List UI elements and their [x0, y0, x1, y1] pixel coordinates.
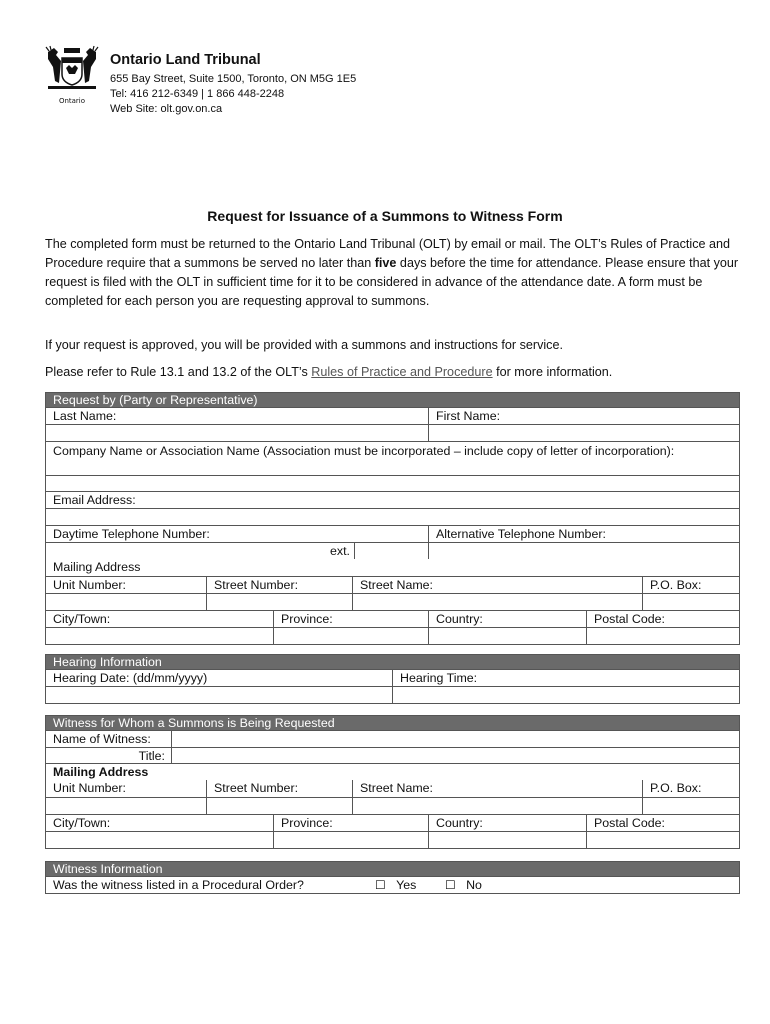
witness-heading: Witness for Whom a Summons is Being Requested [46, 716, 739, 730]
witness-city-label: City/Town: [53, 816, 111, 830]
hearing-input-row [46, 686, 739, 703]
phone-label-row [46, 525, 739, 542]
no-label: No [466, 878, 482, 892]
witness-title-label: Title: [138, 749, 165, 763]
city-label: City/Town: [53, 612, 111, 626]
city-input-row [46, 627, 739, 644]
form-title: Request for Issuance of a Summons to Witness Form [207, 208, 563, 224]
witness-po-box-label: P.O. Box: [642, 780, 739, 797]
address-input-row [46, 593, 739, 610]
hearing-label-row [46, 669, 739, 686]
approval-paragraph: If your request is approved, you will be provided with a summons and instructions for service. [45, 338, 563, 352]
company-field[interactable] [46, 475, 739, 491]
ext-label: ext. [330, 544, 350, 558]
no-checkbox[interactable]: ☐ [445, 878, 456, 892]
email-label-row [46, 491, 739, 508]
street-name-label: Street Name: [352, 577, 642, 593]
po-box-field[interactable] [642, 594, 739, 610]
unit-number-field[interactable] [46, 594, 206, 610]
alt-phone-field[interactable] [428, 543, 739, 559]
procedural-order-question: Was the witness listed in a Procedural Order? [53, 878, 304, 892]
last-name-label: Last Name: [53, 409, 117, 423]
unit-number-label: Unit Number: [53, 578, 126, 592]
request-by-heading: Request by (Party or Representative) [46, 393, 739, 407]
yes-option[interactable] [368, 877, 430, 893]
witness-street-number-field[interactable] [206, 798, 352, 814]
witness-info-section [45, 861, 740, 894]
witness-street-number-label: Street Number: [206, 780, 352, 797]
hearing-time-field[interactable] [392, 687, 739, 703]
svg-text:Ontario: Ontario [58, 97, 86, 105]
witness-info-heading: Witness Information [46, 862, 739, 876]
mailing-address-row [46, 559, 739, 576]
witness-unit-label: Unit Number: [53, 781, 126, 795]
intro-paragraph: The completed form must be returned to the Ontario Land Tribunal (OLT) by email or mail. The OLT’s Rules of Practice and Procedure require that a summons be served no later than five days before the time for attendance. Please ensure that your request is filed with the OLT in sufficient time for it to be considered in advance of the attendance date. A form must be completed for each person you are requesting approval to summons. [45, 237, 739, 308]
witness-postal-field[interactable] [586, 832, 739, 848]
request-by-section [45, 392, 740, 645]
witness-country-field[interactable] [428, 832, 586, 848]
org-name: Ontario Land Tribunal [110, 52, 261, 68]
witness-address-input-row [46, 797, 739, 814]
country-label: Country: [428, 611, 586, 627]
witness-po-box-field[interactable] [642, 798, 739, 814]
street-number-label: Street Number: [206, 577, 352, 593]
yes-checkbox[interactable]: ☐ [375, 878, 386, 892]
street-name-field[interactable] [352, 594, 642, 610]
street-number-field[interactable] [206, 594, 352, 610]
name-label-row [46, 407, 739, 424]
hearing-heading: Hearing Information [46, 655, 739, 669]
witness-country-label: Country: [428, 815, 586, 831]
mailing-address-label: Mailing Address [53, 560, 141, 574]
rules-of-practice-link[interactable]: Rules of Practice and Procedure [311, 365, 493, 379]
company-label-row [46, 441, 739, 475]
witness-city-field[interactable] [46, 832, 273, 848]
no-option[interactable] [438, 877, 508, 893]
witness-name-row [46, 730, 739, 747]
email-label: Email Address: [53, 493, 136, 507]
procedural-order-row [46, 876, 739, 893]
country-field[interactable] [428, 628, 586, 644]
hearing-date-field[interactable] [46, 687, 392, 703]
province-label: Province: [273, 611, 428, 627]
province-field[interactable] [273, 628, 428, 644]
alt-phone-label: Alternative Telephone Number: [428, 526, 739, 542]
org-address: 655 Bay Street, Suite 1500, Toronto, ON M5G 1E5 [110, 73, 357, 85]
phone-input-row [46, 542, 739, 559]
witness-section [45, 715, 740, 849]
ext-field[interactable] [354, 543, 428, 559]
witness-mailing-label: Mailing Address [53, 765, 149, 779]
last-name-field[interactable] [46, 425, 428, 441]
first-name-field[interactable] [428, 425, 739, 441]
witness-title-row [46, 747, 739, 763]
witness-unit-field[interactable] [46, 798, 206, 814]
city-field[interactable] [46, 628, 273, 644]
org-website: Web Site: olt.gov.on.ca [110, 103, 223, 115]
witness-street-name-label: Street Name: [352, 780, 642, 797]
witness-street-name-field[interactable] [352, 798, 642, 814]
org-telephone: Tel: 416 212-6349 | 1 866 448-2248 [110, 88, 285, 100]
witness-province-label: Province: [273, 815, 428, 831]
witness-mailing-row [46, 763, 739, 780]
postal-code-field[interactable] [586, 628, 739, 644]
witness-title-field[interactable] [171, 748, 739, 763]
witness-postal-label: Postal Code: [586, 815, 739, 831]
address-label-row [46, 576, 739, 593]
hearing-date-label: Hearing Date: (dd/mm/yyyy) [53, 671, 208, 685]
witness-name-label: Name of Witness: [53, 732, 151, 746]
name-input-row [46, 424, 739, 441]
city-label-row [46, 610, 739, 627]
witness-city-label-row [46, 814, 739, 831]
po-box-label: P.O. Box: [642, 577, 739, 593]
witness-name-field[interactable] [171, 731, 739, 747]
five-days-emphasis: five [374, 256, 397, 270]
hearing-section [45, 654, 740, 704]
yes-label: Yes [396, 878, 417, 892]
company-label: Company Name or Association Name (Association must be incorporated – include copy of letter of incorporation): [53, 444, 675, 458]
witness-city-input-row [46, 831, 739, 848]
daytime-phone-label: Daytime Telephone Number: [53, 527, 210, 541]
witness-province-field[interactable] [273, 832, 428, 848]
postal-code-label: Postal Code: [586, 611, 739, 627]
ontario-coat-of-arms-logo [42, 44, 102, 106]
email-field[interactable] [46, 508, 739, 525]
hearing-time-label: Hearing Time: [392, 670, 739, 686]
daytime-phone-field[interactable] [46, 543, 314, 559]
first-name-label: First Name: [428, 408, 739, 424]
rules-reference-paragraph: Please refer to Rule 13.1 and 13.2 of the OLT’s Rules of Practice and Procedure for more information. [45, 365, 613, 379]
witness-address-label-row [46, 780, 739, 797]
